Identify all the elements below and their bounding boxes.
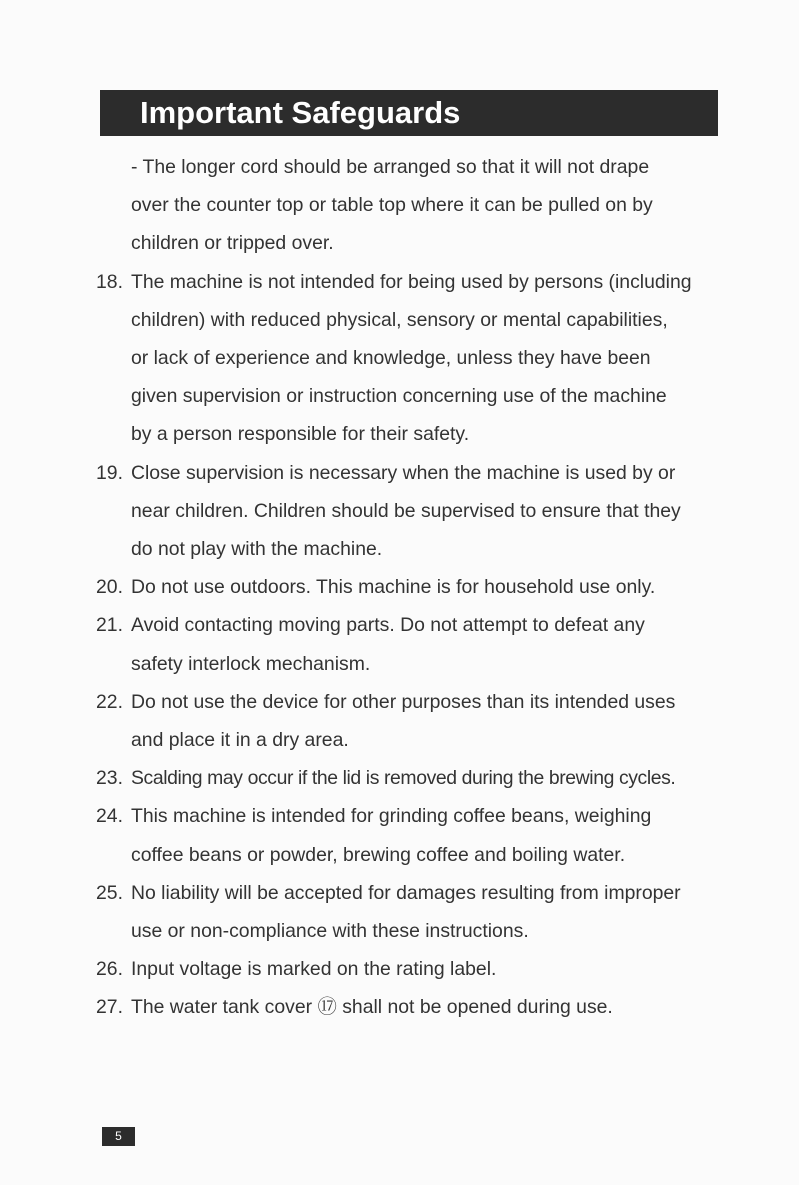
item-number: 18.: [96, 270, 123, 293]
item-text: [131, 797, 736, 873]
item-line: children) with reduced physical, sensory or mental capabilities,: [131, 308, 668, 331]
item-line: Close supervision is necessary when the machine is used by or: [131, 461, 676, 484]
intro-line: over the counter top or table top where it can be pulled on by: [131, 194, 653, 217]
safeguards-list: [96, 148, 736, 1027]
item-text: [131, 606, 736, 682]
list-item-18: [96, 263, 736, 454]
list-item-19: [96, 454, 736, 569]
item-number: 27.: [96, 996, 123, 1019]
item-line: Do not use outdoors. This machine is for household use only.: [131, 576, 656, 599]
intro-paragraph: [96, 148, 736, 263]
list-item-21: [96, 606, 736, 682]
item-number: 19.: [96, 461, 123, 484]
item-text: [131, 454, 736, 569]
section-header: [100, 90, 718, 136]
item-text: [131, 568, 736, 606]
item-line: or lack of experience and knowledge, unless they have been: [131, 347, 651, 370]
intro-line: children or tripped over.: [131, 232, 334, 255]
list-item-25: [96, 874, 736, 950]
item-text: [131, 683, 736, 759]
item-line: No liability will be accepted for damages resulting from improper: [131, 881, 681, 904]
item-line: near children. Children should be supervised to ensure that they: [131, 499, 681, 522]
item-line: coffee beans or powder, brewing coffee and boiling water.: [131, 843, 626, 866]
item-line: given supervision or instruction concerning use of the machine: [131, 385, 667, 408]
item-line: The water tank cover ⑰ shall not be opened during use.: [131, 996, 613, 1019]
item-text: [131, 874, 736, 950]
item-line: use or non-compliance with these instructions.: [131, 920, 529, 943]
item-line: Input voltage is marked on the rating label.: [131, 958, 497, 981]
list-item-27: [96, 988, 736, 1026]
item-number: 20.: [96, 576, 123, 599]
intro-line: - The longer cord should be arranged so that it will not drape: [131, 156, 650, 178]
item-line: safety interlock mechanism.: [131, 652, 371, 675]
item-text: [131, 988, 736, 1026]
list-item-20: [96, 568, 736, 606]
item-text: [131, 263, 736, 454]
list-item-26: [96, 950, 736, 988]
item-line: and place it in a dry area.: [131, 729, 349, 752]
item-number: 23.: [96, 767, 123, 790]
item-line: Do not use the device for other purposes than its intended uses: [131, 690, 676, 713]
item-number: 26.: [96, 958, 123, 981]
item-text: [131, 759, 736, 797]
item-number: 22.: [96, 690, 123, 713]
item-line: do not play with the machine.: [131, 538, 383, 561]
item-line: Scalding may occur if the lid is removed during the brewing cycles.: [131, 767, 676, 790]
item-number: 24.: [96, 805, 123, 828]
item-number: 25.: [96, 881, 123, 904]
list-item-22: [96, 683, 736, 759]
list-item-23: [96, 759, 736, 797]
item-line: This machine is intended for grinding coffee beans, weighing: [131, 805, 652, 828]
item-line: by a person responsible for their safety.: [131, 423, 470, 446]
item-line: Avoid contacting moving parts. Do not attempt to defeat any: [131, 614, 645, 637]
page-number-badge: 5: [102, 1127, 135, 1146]
page-title: Important Safeguards: [140, 95, 461, 130]
item-line: The machine is not intended for being used by persons (including: [131, 270, 692, 293]
item-number: 21.: [96, 614, 123, 637]
list-item-24: [96, 797, 736, 873]
item-text: [131, 950, 736, 988]
